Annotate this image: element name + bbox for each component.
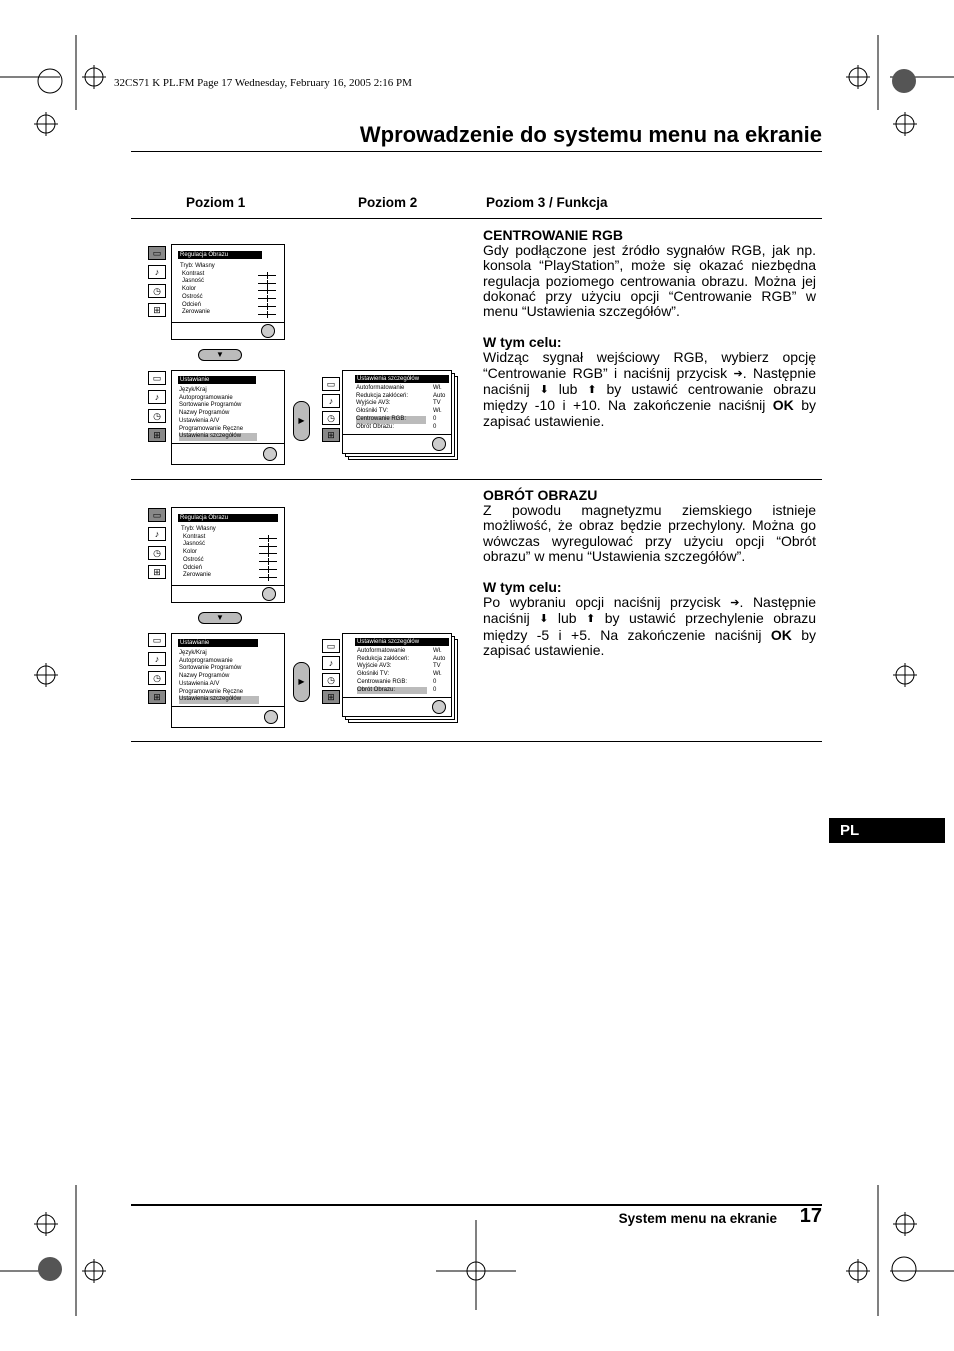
sound-icon: ♪ bbox=[148, 652, 166, 666]
page-number: 17 bbox=[799, 1205, 822, 1227]
howto-label: W tym celu: bbox=[483, 579, 562, 596]
right-arrow-icon: ➔ bbox=[730, 597, 740, 610]
timer-icon: ◷ bbox=[148, 284, 166, 298]
howto-text: Widząc sygnał wejściowy RGB, wybierz opcję “Centrowanie RGB” i naciśnij przycisk ➔. Następnie naciśnij ⬇ lub ⬆ by ustawić centrowanie obrazu między -10 i +10. Na zakończenie naciśnij OK by zapisać ustawienie. bbox=[483, 349, 817, 429]
timer-icon: ◷ bbox=[322, 673, 340, 687]
page-title: Wprowadzenie do systemu menu na ekranie bbox=[359, 122, 822, 147]
sound-icon: ♪ bbox=[148, 265, 166, 279]
down-nav-icon: ▼ bbox=[198, 349, 242, 361]
picture-icon: ▭ bbox=[148, 633, 166, 647]
howto-label: W tym celu: bbox=[483, 334, 562, 351]
menu-items: Język/Kraj Autoprogramowanie Sortowanie Programów Nazwy Programów Ustawienia A/V Programowanie Ręczne Ustawienia szczegółów bbox=[179, 650, 259, 704]
sound-icon: ♪ bbox=[148, 390, 166, 404]
setup-icon: ⊞ bbox=[322, 690, 340, 704]
setup-icon: ⊞ bbox=[148, 565, 166, 579]
picture-icon: ▭ bbox=[148, 246, 166, 260]
menu-items: Tryb: Własny Kontrast Jasność Kolor Ostrość Odcień Zerowanie bbox=[180, 263, 215, 316]
down-nav-icon: ▼ bbox=[198, 612, 242, 624]
picture-icon: ▭ bbox=[322, 377, 340, 391]
picture-icon: ▭ bbox=[148, 371, 166, 385]
menu-items: Język/Kraj Autoprogramowanie Sortowanie Programów Nazwy Programów Ustawienia A/V Programowanie Ręczne Ustawienia szczegółów bbox=[179, 387, 257, 441]
setup-icon: ⊞ bbox=[322, 428, 340, 442]
sound-icon: ♪ bbox=[322, 394, 340, 408]
picture-icon: ▭ bbox=[148, 508, 166, 522]
file-info: 32CS71 K PL.FM Page 17 Wednesday, February 16, 2005 2:16 PM bbox=[114, 77, 412, 89]
menu-items: Tryb: Własny Kontrast Jasność Kolor Ostrość Odcień Zerowanie bbox=[181, 526, 216, 579]
menu-title: Ustawianie bbox=[178, 376, 256, 384]
menu-labels: Autoformatowanie Redukcja zakłóceń: Wyjście AV3: Głośniki TV: Centrowanie RGB: Obrót Obrazu: bbox=[357, 648, 427, 694]
timer-icon: ◷ bbox=[148, 671, 166, 685]
right-nav-icon: ▶ bbox=[293, 662, 310, 702]
menu-title: Regulacja Obrazu bbox=[178, 251, 262, 259]
menu-title: Regulacja Obrazu bbox=[178, 514, 278, 522]
section-intro: Z powodu magnetyzmu ziemskiego istnieje możliwość, że obraz będzie przechylony. Można go wówczas wyregulować przy użyciu opcji “Obrót obrazu” w menu “Ustawienia szczegółów”. bbox=[483, 502, 816, 564]
setup-icon: ⊞ bbox=[148, 303, 166, 317]
picture-icon: ▭ bbox=[322, 639, 340, 653]
setup-icon: ⊞ bbox=[148, 428, 166, 442]
right-arrow-icon: ➔ bbox=[733, 367, 743, 380]
col-level2: Poziom 2 bbox=[358, 195, 418, 210]
sound-icon: ♪ bbox=[322, 656, 340, 670]
menu-title: Ustawienia szczegółów bbox=[355, 638, 449, 646]
setup-icon: ⊞ bbox=[148, 690, 166, 704]
menu-title: Ustawianie bbox=[178, 639, 258, 647]
howto-text: Po wybraniu opcji naciśnij przycisk ➔. Następnie naciśnij ⬇ lub ⬆ by ustawić przechylenie obrazu między -5 i +5. Na zakończenie naciśnij OK by zapisać ustawienie. bbox=[483, 594, 817, 659]
menu-values: Wł. Auto TV Wł. 0 0 bbox=[433, 385, 446, 430]
menu-title: Ustawienia szczegółów bbox=[355, 375, 449, 383]
footer-label: System menu na ekranie bbox=[618, 1211, 777, 1226]
right-nav-icon: ▶ bbox=[293, 401, 310, 441]
language-tab: PL bbox=[829, 818, 945, 843]
section-intro: Gdy podłączone jest źródło sygnałów RGB, jak np. konsola “PlayStation”, może się okazać niezbędna regulacja poziomego centrowania obrazu. Można jej dokonać przy użyciu opcji “Centrowanie RGB” w menu “Ustawienia szczegółów”. bbox=[483, 242, 816, 320]
col-level3: Poziom 3 / Funkcja bbox=[486, 195, 608, 210]
col-level1: Poziom 1 bbox=[186, 195, 246, 210]
timer-icon: ◷ bbox=[148, 409, 166, 423]
menu-labels: Autoformatowanie Redukcja zakłóceń: Wyjście AV3: Głośniki TV: Centrowanie RGB: Obrót Obrazu: bbox=[356, 385, 426, 431]
sound-icon: ♪ bbox=[148, 527, 166, 541]
up-arrow-icon: ⬆ bbox=[586, 613, 596, 626]
up-arrow-icon: ⬆ bbox=[587, 384, 597, 397]
section-title: CENTROWANIE RGB bbox=[483, 227, 623, 243]
down-arrow-icon: ⬇ bbox=[539, 384, 549, 397]
timer-icon: ◷ bbox=[322, 411, 340, 425]
section-title: OBRÓT OBRAZU bbox=[483, 487, 598, 503]
menu-values: Wł. Auto TV Wł. 0 0 bbox=[433, 648, 446, 693]
timer-icon: ◷ bbox=[148, 546, 166, 560]
down-arrow-icon: ⬇ bbox=[539, 613, 549, 626]
